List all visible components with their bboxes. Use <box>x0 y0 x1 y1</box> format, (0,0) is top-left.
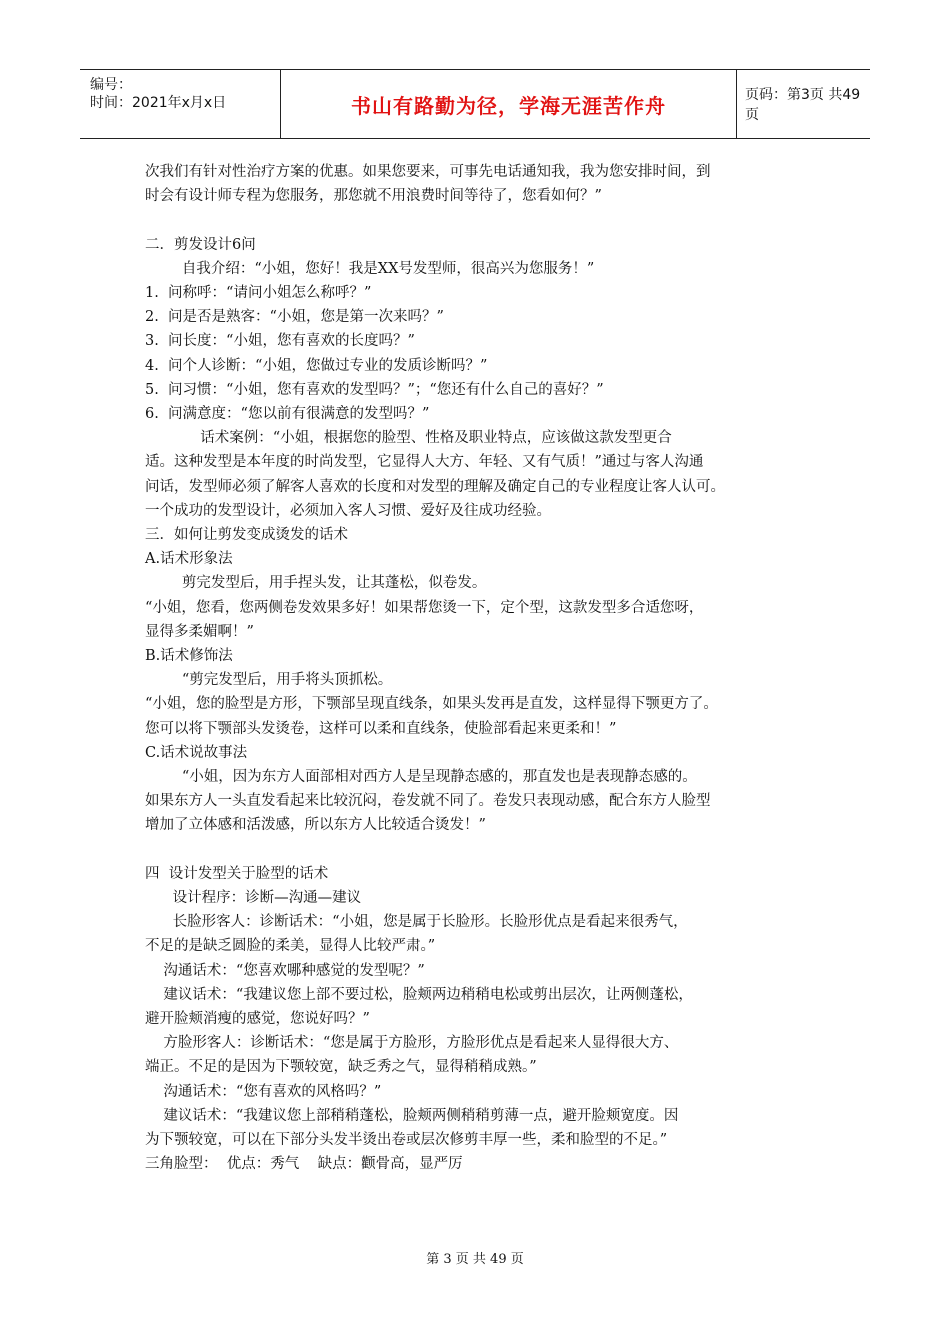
text-line: 时会有设计师专程为您服务，那您就不用浪费时间等待了，您看如何？” <box>145 188 602 205</box>
blank-line <box>145 838 810 862</box>
text-line: 增加了立体感和活泼感，所以东方人比较适合烫发！” <box>145 817 486 834</box>
document-body <box>145 160 810 1177</box>
text-line: C.话术说故事法 <box>145 744 248 761</box>
text-line: 沟通话术：“您喜欢哪种感觉的发型呢？” <box>145 962 425 979</box>
date-label: 时间：2021年x月x日 <box>90 95 227 111</box>
text-line: B.话术修饰法 <box>145 648 233 665</box>
page-footer: 第 3 页 共 49 页 <box>426 1252 524 1267</box>
header-page-info <box>735 70 870 138</box>
text-line: 4. 问个人诊断：“小姐，您做过专业的发质诊断吗？” <box>145 357 488 374</box>
text-line: 为下颚较宽，可以在下部分头发半烫出卷或层次修剪丰厚一些，柔和脸型的不足。” <box>145 1132 668 1149</box>
text-line: 二．剪发设计6问 <box>145 236 256 253</box>
text-line: 三角脸型： 优点：秀气 缺点：颧骨高，显严厉 <box>145 1156 463 1173</box>
text-line: 问话，发型师必须了解客人喜欢的长度和对发型的理解及确定自己的专业程度让客人认可。 <box>145 478 725 495</box>
number-label: 编号： <box>90 77 132 93</box>
text-line: 建议话术：“我建议您上部稍稍蓬松，脸颊两侧稍稍剪薄一点，避开脸颊宽度。因 <box>145 1107 679 1124</box>
text-line: A.话术形象法 <box>145 551 233 568</box>
text-line: 6. 问满意度：“您以前有很满意的发型吗？” <box>145 406 430 423</box>
page-info-text: 页码：第3页 共49页 <box>745 87 861 123</box>
text-line: 适。这种发型是本年度的时尚发型，它显得人大方、年轻、又有气质！”通过与客人沟通 <box>145 454 704 471</box>
page-header <box>80 69 870 139</box>
text-line: “小姐，您看，您两侧卷发效果多好！如果帮您烫一下，定个型，这款发型多合适您呀， <box>145 599 704 616</box>
text-line: 方脸形客人：诊断话术：“您是属于方脸形，方脸形优点是看起来人显得很大方、 <box>145 1035 679 1052</box>
text-line: 2. 问是否是熟客：“小姐，您是第一次来吗？” <box>145 309 444 326</box>
text-line: 自我介绍：“小姐，您好！我是XX号发型师，很高兴为您服务！” <box>145 260 595 277</box>
text-line: 您可以将下颚部头发烫卷，这样可以柔和直线条，使脸部看起来更柔和！” <box>145 720 617 737</box>
text-line: 避开脸颊消瘦的感觉，您说好吗？” <box>145 1011 370 1028</box>
text-line: “剪完发型后，用手将头顶抓松。 <box>145 672 393 689</box>
text-line: 剪完发型后，用手捏头发，让其蓬松，似卷发。 <box>145 575 487 592</box>
header-motto <box>280 70 737 138</box>
text-line: 端正。不足的是因为下颚较宽，缺乏秀之气，显得稍稍成熟。” <box>145 1059 537 1076</box>
text-line: 不足的是缺乏圆脸的柔美，显得人比较严肃。” <box>145 938 436 955</box>
text-line: 设计程序：诊断—沟通—建议 <box>145 890 362 907</box>
text-line: 一个成功的发型设计，必须加入客人习惯、爱好及往成功经验。 <box>145 502 551 519</box>
text-line: 1. 问称呼：“请问小姐怎么称呼？” <box>145 285 372 301</box>
text-line: 三．如何让剪发变成烫发的话术 <box>145 527 348 544</box>
text-line: 5. 问习惯：“小姐，您有喜欢的发型吗？”；“您还有什么自己的喜好？” <box>145 381 604 398</box>
header-meta <box>80 70 280 138</box>
text-line: 长脸形客人：诊断话术：“小姐，您是属于长脸形。长脸形优点是看起来很秀气， <box>145 914 688 931</box>
blank-line <box>145 208 810 232</box>
text-line: 话术案例：“小姐，根据您的脸型、性格及职业特点，应该做这款发型更合 <box>145 430 672 447</box>
text-line: 四 设计发型关于脸型的话术 <box>145 865 329 882</box>
text-line: 如果东方人一头直发看起来比较沉闷，卷发就不同了。卷发只表现动感，配合东方人脸型 <box>145 793 711 810</box>
text-line: 3. 问长度：“小姐，您有喜欢的长度吗？” <box>145 333 415 350</box>
text-line: 次我们有针对性治疗方案的优惠。如果您要来，可事先电话通知我，我为您安排时间，到 <box>145 164 711 180</box>
text-line: “小姐，因为东方人面部相对西方人是呈现静态感的，那直发也是表现静态感的。 <box>145 769 697 786</box>
text-line: 显得多柔媚啊！” <box>145 623 254 640</box>
motto-text: 书山有路勤为径，学海无涯苦作舟 <box>351 93 666 118</box>
text-line: 沟通话术：“您有喜欢的风格吗？” <box>145 1083 382 1100</box>
text-line: “小姐，您的脸型是方形，下颚部呈现直线条，如果头发再是直发，这样显得下颚更方了。 <box>145 696 718 713</box>
text-line: 建议话术：“我建议您上部不要过松，脸颊两边稍稍电松或剪出层次，让两侧蓬松， <box>145 986 693 1003</box>
